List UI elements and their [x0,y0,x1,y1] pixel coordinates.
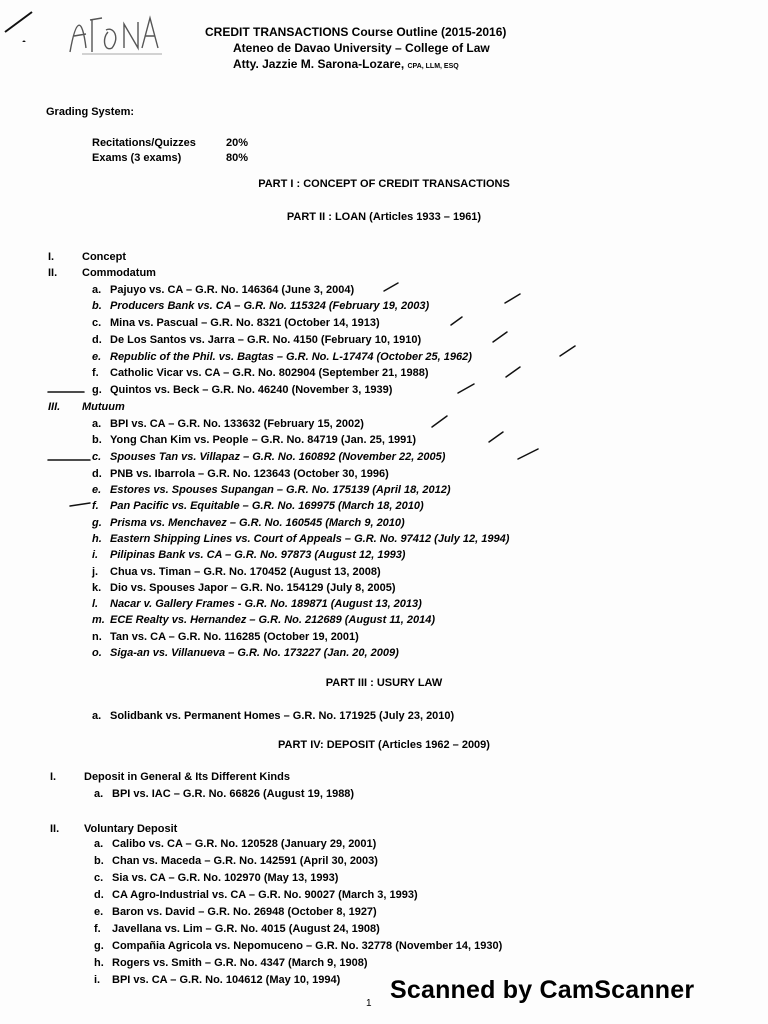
grading-row-value: 80% [226,152,249,164]
part-heading: PART III : USURY LAW [325,677,443,689]
case-item: b. Producers Bank vs. CA – G.R. No. 115324 (February 19, 2003) [92,300,430,312]
part-heading: PART I : CONCEPT OF CREDIT TRANSACTIONS [258,178,510,190]
section-title: Voluntary Deposit [84,823,178,835]
case-item: k. Dio vs. Spouses Japor – G.R. No. 154129 (July 8, 2005) [92,582,396,594]
case-item: c. Mina vs. Pascual – G.R. No. 8321 (October 14, 1913) [92,317,380,329]
grading-row-label: Recitations/Quizzes [92,137,196,149]
section-number: II. [48,267,58,279]
section-number: III. [48,401,61,413]
part-heading: PART II : LOAN (Articles 1933 – 1961) [286,211,482,223]
check-icon [489,432,503,442]
check-icon [518,449,538,459]
check-icon [560,346,575,356]
case-item: o. Siga-an vs. Villanueva – G.R. No. 173227 (Jan. 20, 2009) [92,647,399,659]
camscanner-watermark: Scanned by CamScanner [390,976,695,1004]
case-item: f. Javellana vs. Lim – G.R. No. 4015 (August 24, 1908) [94,923,380,935]
case-item: n. Tan vs. CA – G.R. No. 116285 (October 19, 2001) [92,631,359,643]
case-item: c. Sia vs. CA – G.R. No. 102970 (May 13, 1993) [94,872,339,884]
case-item: l. Nacar v. Gallery Frames - G.R. No. 189871 (August 13, 2013) [92,598,422,610]
instructor-credentials: CPA, LLM, ESQ [407,63,459,70]
case-item: a. Calibo vs. CA – G.R. No. 120528 (January 29, 2001) [94,838,377,850]
case-item: f. Catholic Vicar vs. CA – G.R. No. 802904 (September 21, 1988) [92,367,429,379]
check-icon [506,367,520,377]
section-number: II. [50,823,60,835]
case-item: d. PNB vs. Ibarrola – G.R. No. 123643 (October 30, 1996) [92,468,389,480]
part-heading: PART IV: DEPOSIT (Articles 1962 – 2009) [278,739,490,751]
grading-row-label: Exams (3 exams) [92,152,182,164]
check-icon [384,283,398,291]
case-item: d. CA Agro-Industrial vs. CA – G.R. No. 90027 (March 3, 1993) [94,889,418,901]
case-item: d. De Los Santos vs. Jarra – G.R. No. 4150 (February 10, 1910) [92,334,422,346]
case-item: a. Pajuyo vs. CA – G.R. No. 146364 (June 3, 2004) [92,284,355,296]
case-item: j. Chua vs. Timan – G.R. No. 170452 (August 13, 2008) [92,566,381,578]
section-title: Concept [82,251,126,263]
case-item: b. Yong Chan Kim vs. People – G.R. No. 84719 (Jan. 25, 1991) [92,434,417,446]
school-name: Ateneo de Davao University – College of Law [233,41,490,55]
grading-row-value: 20% [226,137,249,149]
check-icon [505,294,520,303]
case-item: c. Spouses Tan vs. Villapaz – G.R. No. 160892 (November 22, 2005) [92,451,446,463]
grading-title: Grading System: [46,106,135,118]
section-title: Mutuum [82,401,125,413]
check-icon [451,317,462,325]
case-item: i. Pilipinas Bank vs. CA – G.R. No. 97873 (August 12, 1993) [92,549,406,561]
case-item: a. Solidbank vs. Permanent Homes – G.R. No. 171925 (July 23, 2010) [92,710,455,722]
case-item: a. BPI vs. CA – G.R. No. 133632 (February 15, 2002) [92,418,364,430]
section-title: Deposit in General & Its Different Kinds [84,771,290,783]
instructor-name: Atty. Jazzie M. Sarona-Lozare, [233,57,405,71]
check-icon [458,384,474,393]
case-item: m. ECE Realty vs. Hernandez – G.R. No. 212689 (August 11, 2014) [92,614,436,626]
case-item: f. Pan Pacific vs. Equitable – G.R. No. 169975 (March 18, 2010) [92,500,424,512]
case-item: h. Eastern Shipping Lines vs. Court of Appeals – G.R. No. 97412 (July 12, 1994) [92,533,510,545]
case-item: e. Republic of the Phil. vs. Bagtas – G.R. No. L-17474 (October 25, 1962) [92,351,472,363]
case-item: g. Prisma vs. Menchavez – G.R. No. 160545 (March 9, 2010) [92,517,405,529]
case-item: i. BPI vs. CA – G.R. No. 104612 (May 10, 1994) [94,974,341,986]
case-item: g. Quintos vs. Beck – G.R. No. 46240 (November 3, 1939) [92,384,393,396]
case-item: g. Compañia Agricola vs. Nepomuceno – G.R. No. 32778 (November 14, 1930) [94,940,503,952]
section-title: Commodatum [82,267,156,279]
case-item: h. Rogers vs. Smith – G.R. No. 4347 (March 9, 1908) [94,957,368,969]
page-number: 1 [366,998,372,1009]
case-item: e. Baron vs. David – G.R. No. 26948 (October 8, 1927) [94,906,377,918]
section-number: I. [48,251,55,263]
course-title: CREDIT TRANSACTIONS Course Outline (2015-2016) [205,25,507,39]
case-item: b. Chan vs. Maceda – G.R. No. 142591 (April 30, 2003) [94,855,378,867]
check-icon [493,332,507,342]
case-item: e. Estores vs. Spouses Supangan – G.R. No. 175139 (April 18, 2012) [92,484,451,496]
dash-mark [70,503,90,506]
check-icon [432,416,447,427]
case-item: a. BPI vs. IAC – G.R. No. 66826 (August 19, 1988) [94,788,355,800]
section-number: I. [50,771,57,783]
